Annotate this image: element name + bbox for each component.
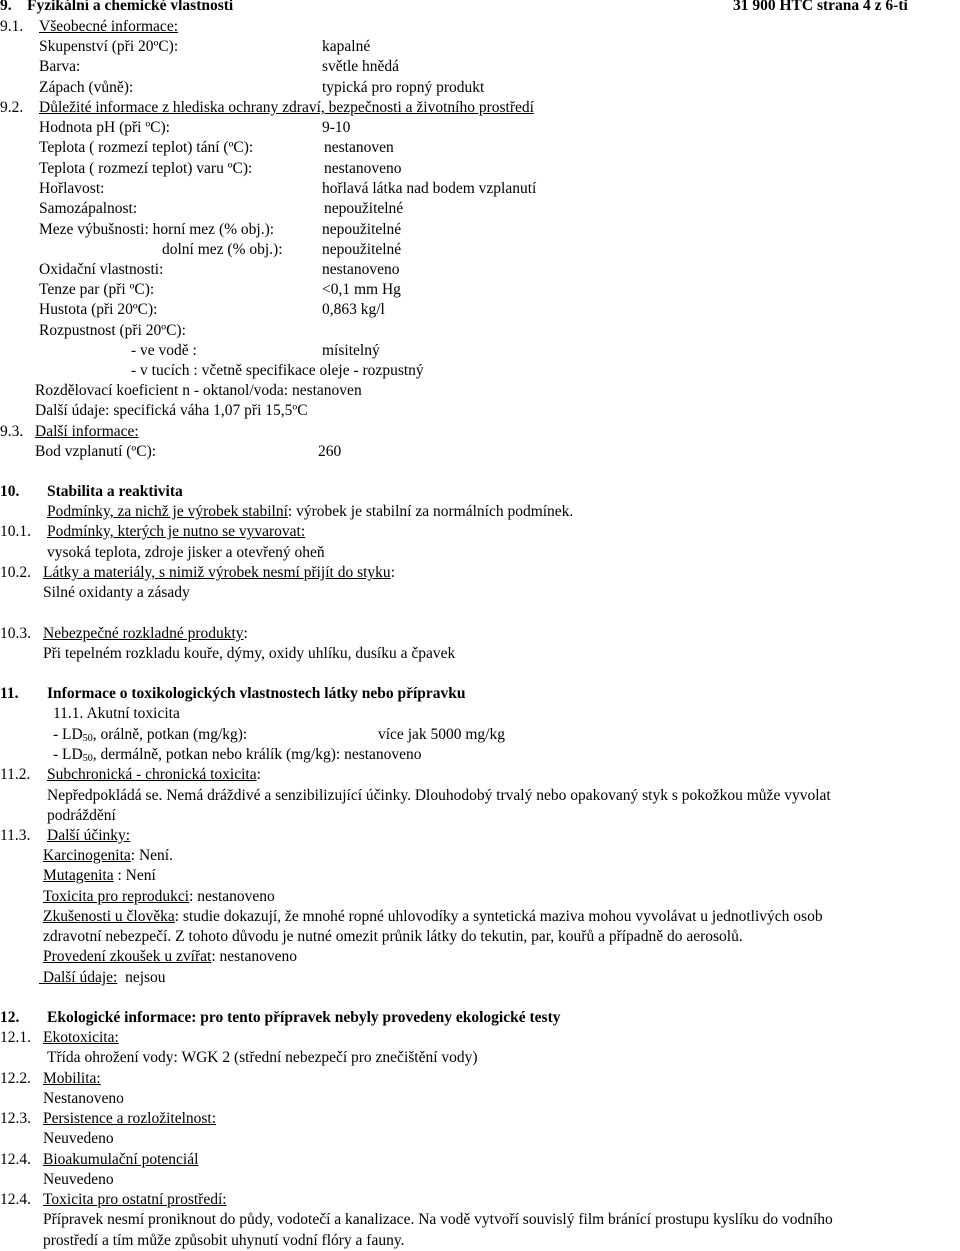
ecotoxicity-text: Třída ohrožení vody: WGK 2 (střední nebezpečí pro znečištění vody) [47, 1049, 478, 1066]
ld-subscript: 50 [82, 733, 93, 744]
acute-toxicity-heading: 11.1. Akutní toxicita [53, 705, 180, 722]
section-9-title: Fyzikální a chemické vlastnosti [27, 0, 234, 14]
ld50-oral-label: , orálně, potkan (mg/kg): [92, 726, 248, 743]
subsection-11-2-number: 11.2. [0, 766, 31, 783]
subsection-9-1-title: Všeobecné informace: [39, 18, 179, 35]
section-9-number: 9. [0, 0, 12, 14]
subsection-12-5-title: Toxicita pro ostatní prostředí: [43, 1191, 227, 1208]
melting-label: Teplota ( rozmezí teplot) tání (ºC): [39, 139, 254, 156]
subsection-11-3-title: Další účinky: [47, 827, 131, 844]
flash-point-label: Bod vzplanutí (ºC): [35, 443, 157, 460]
persistence-text: Neuvedeno [43, 1130, 114, 1147]
subsection-10-1-number: 10.1. [0, 523, 31, 540]
explosion-lower-value: nepoužitelné [322, 241, 402, 258]
human-experience-text: : studie dokazují, že mnohé ropné uhlovodíky a syntetická maziva mohou vyvolávat u jednotlivých osob [174, 908, 823, 925]
subsection-12-3-number: 12.3. [0, 1110, 31, 1127]
chronic-toxicity-text-2: podráždění [47, 807, 116, 824]
stability-conditions-label: Podmínky, za nichž je výrobek stabilní [47, 503, 288, 520]
subsection-12-4-number: 12.4. [0, 1151, 31, 1168]
animal-testing-line [43, 947, 297, 967]
fat-solubility-line: - v tucích : včetně specifikace oleje - rozpustný [131, 362, 424, 379]
state-value: kapalné [322, 38, 371, 55]
subsection-12-3-title: Persistence a rozložitelnost: [43, 1110, 217, 1127]
self-ignition-value: nepoužitelné [324, 200, 404, 217]
subsection-11-2-title: Subchronická - chronická toxicita [47, 766, 257, 783]
oxidizing-label: Oxidační vlastnosti: [39, 261, 164, 278]
ld-prefix: - LD [53, 726, 83, 743]
subsection-10-2-title: Látky a materiály, s nimiž výrobek nesmí přijít do styku [43, 564, 391, 581]
ld50-oral-value: více jak 5000 mg/kg [378, 726, 505, 743]
environment-toxicity-text-1: Přípravek nesmí proniknout do půdy, vodotečí a kanalizace. Na vodě vytvoří souvislý film bránící prostupu kyslíku do vodního [43, 1211, 833, 1228]
stability-conditions-text: : výrobek je stabilní za normálních podmínek. [287, 503, 574, 520]
boiling-label: Teplota ( rozmezí teplot) varu ºC): [39, 160, 253, 177]
ph-label: Hodnota pH (při ºC): [39, 119, 170, 136]
flash-point-value: 260 [318, 443, 342, 460]
mutagenicity-label: Mutagenita [43, 867, 114, 884]
further-data-label: Další údaje: [39, 969, 118, 986]
state-label: Skupenství (při 20ºC): [39, 38, 179, 55]
subsection-12-4-title: Bioakumulační potenciál [43, 1151, 199, 1168]
further-data-line [39, 968, 166, 988]
solubility-label: Rozpustnost (při 20ºC): [39, 322, 186, 339]
reproductive-toxicity-line [43, 887, 275, 907]
explosion-upper-value: nepoužitelné [322, 221, 402, 238]
subsection-11-3-number: 11.3. [0, 827, 31, 844]
melting-value: nestanoven [324, 139, 394, 156]
carcinogenicity-value: : Není. [130, 847, 173, 864]
subsection-12-2-title: Mobilita: [43, 1070, 101, 1087]
ld50-oral-line [53, 725, 247, 745]
vapor-pressure-value: <0,1 mm Hg [322, 281, 401, 298]
color-value: světle hnědá [322, 58, 400, 75]
subsection-9-1-number: 9.1. [0, 18, 24, 35]
subsection-10-3-number: 10.3. [0, 625, 31, 642]
subsection-10-2-number: 10.2. [0, 564, 31, 581]
section-12-title: Ekologické informace: pro tento přípravek nebyly provedeny ekologické testy [47, 1009, 561, 1026]
ld50-dermal-text: , dermálně, potkan nebo králík (mg/kg): nestanoveno [92, 746, 422, 763]
stability-conditions-line [47, 502, 573, 522]
odor-value: typická pro ropný produkt [322, 79, 485, 96]
carcinogenicity-line [43, 846, 173, 866]
flammability-value: hořlavá látka nad bodem vzplanutí [322, 180, 537, 197]
subsection-10-2-colon: : [390, 564, 395, 581]
mutagenicity-line [43, 866, 156, 886]
odor-label: Zápach (vůně): [39, 79, 134, 96]
subsection-12-2-number: 12.2. [0, 1070, 31, 1087]
ld-prefix: - LD [53, 746, 83, 763]
color-label: Barva: [39, 58, 81, 75]
water-solubility-label: - ve vodě : [131, 342, 197, 359]
section-11-title: Informace o toxikologických vlastnostech látky nebo přípravku [47, 685, 466, 702]
mutagenicity-value: : Není [113, 867, 156, 884]
vapor-pressure-label: Tenze par (při ºC): [39, 281, 155, 298]
flammability-label: Hořlavost: [39, 180, 105, 197]
human-experience-text-2: zdravotní nebezpečí. Z tohoto důvodu je nutné omezit průnik látky do tekutin, par, kouřů a případně do aerosolů. [43, 928, 743, 945]
page-info: 31 900 HTC strana 4 z 6-ti [733, 0, 908, 14]
subsection-9-2-number: 9.2. [0, 99, 24, 116]
density-label: Hustota (při 20ºC): [39, 301, 158, 318]
further-data-value: nejsou [117, 969, 166, 986]
environment-toxicity-text-2: prostředí a tím může způsobit uhynutí vodní flóry a fauny. [43, 1232, 405, 1249]
subsection-12-5-number: 12.4. [0, 1191, 31, 1208]
subsection-10-1-title: Podmínky, kterých je nutno se vyvarovat: [47, 523, 306, 540]
section-11-number: 11. [0, 685, 19, 702]
subsection-11-2-colon: : [256, 766, 261, 783]
subsection-12-1-title: Ekotoxicita: [43, 1029, 119, 1046]
section-10-number: 10. [0, 483, 20, 500]
subsection-10-2-heading [43, 563, 395, 583]
oxidizing-value: nestanoveno [322, 261, 400, 278]
reproductive-toxicity-value: : nestanoveno [189, 888, 275, 905]
explosion-lower-label: dolní mez (% obj.): [162, 241, 283, 258]
subsection-10-3-heading [43, 624, 248, 644]
subsection-10-3-title: Nebezpečné rozkladné produkty [43, 625, 244, 642]
human-experience-label: Zkušenosti u člověka [43, 908, 175, 925]
ph-value: 9-10 [322, 119, 351, 136]
explosion-upper-label: Meze výbušnosti: horní mez (% obj.): [39, 221, 275, 238]
ld50-dermal-line [53, 745, 422, 765]
subsection-11-2-heading [47, 765, 261, 785]
subsection-12-1-number: 12.1. [0, 1029, 31, 1046]
subsection-9-3-title: Další informace: [35, 423, 139, 440]
ld-subscript: 50 [82, 753, 93, 764]
section-12-number: 12. [0, 1009, 20, 1026]
conditions-to-avoid-text: vysoká teplota, zdroje jisker a otevřený oheň [47, 544, 325, 561]
reproductive-toxicity-label: Toxicita pro reprodukci [43, 888, 190, 905]
human-experience-line [43, 907, 823, 927]
mobility-text: Nestanoveno [43, 1090, 124, 1107]
animal-testing-label: Provedení zkoušek u zvířat [43, 948, 212, 965]
incompatible-materials-text: Silné oxidanty a zásady [43, 584, 190, 601]
subsection-10-3-colon: : [243, 625, 248, 642]
section-10-title: Stabilita a reaktivita [47, 483, 183, 500]
subsection-9-3-number: 9.3. [0, 423, 24, 440]
water-solubility-value: mísitelný [322, 342, 380, 359]
other-data-line: Další údaje: specifická váha 1,07 při 15,5ºC [35, 402, 308, 419]
decomposition-products-text: Při tepelném rozkladu kouře, dýmy, oxidy uhlíku, dusíku a čpavek [43, 645, 456, 662]
density-value: 0,863 kg/l [322, 301, 385, 318]
chronic-toxicity-text-1: Nepředpokládá se. Nemá dráždivé a senzibilizující účinky. Dlouhodobý trvalý nebo opakovaný styk s pokožkou může vyvolat [47, 787, 831, 804]
subsection-9-2-title: Důležité informace z hlediska ochrany zdraví, bezpečnosti a životního prostředí [39, 99, 534, 116]
partition-coefficient-line: Rozdělovací koeficient n - oktanol/voda: nestanoven [35, 382, 362, 399]
boiling-value: nestanoveno [324, 160, 402, 177]
animal-testing-value: : nestanoveno [211, 948, 297, 965]
bioaccumulation-text: Neuvedeno [43, 1171, 114, 1188]
self-ignition-label: Samozápalnost: [39, 200, 138, 217]
carcinogenicity-label: Karcinogenita [43, 847, 131, 864]
